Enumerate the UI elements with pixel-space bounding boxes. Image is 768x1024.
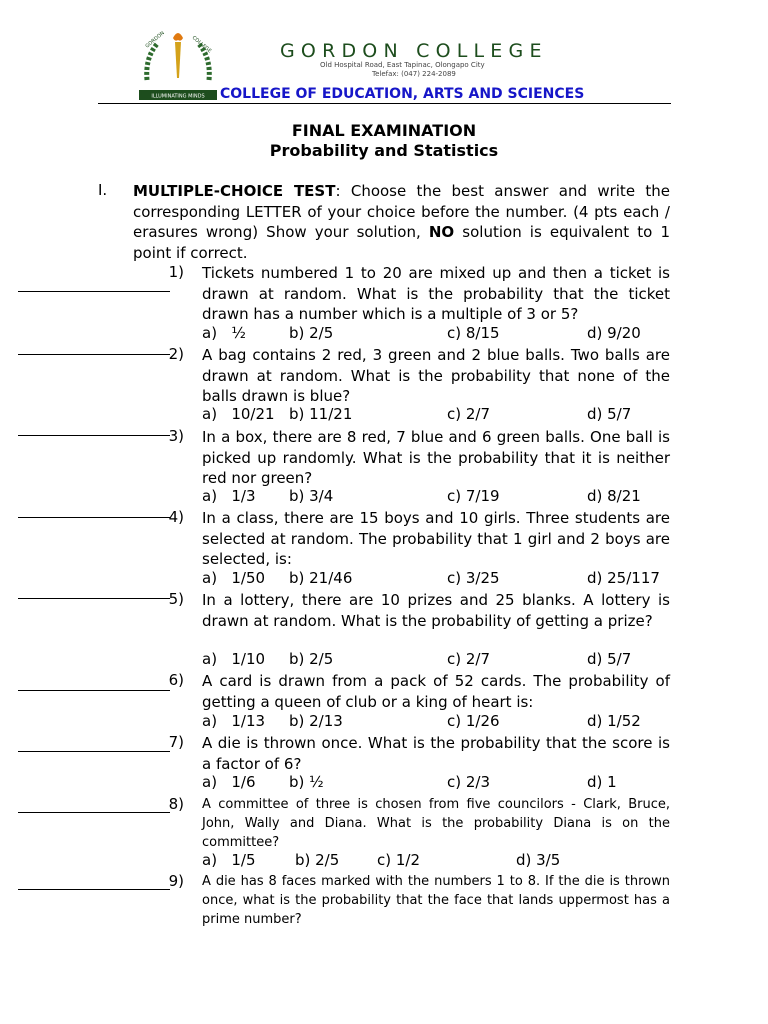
answer-option: c) 3/25 bbox=[447, 569, 500, 587]
answer-option: a) 1/10 bbox=[202, 650, 266, 668]
answer-option: a) 10/21 bbox=[202, 405, 275, 423]
question-number: 7) bbox=[168, 733, 184, 751]
answer-option: b) 11/21 bbox=[289, 405, 353, 423]
answer-option: d) 3/5 bbox=[516, 851, 561, 869]
instr-part2: solution is equivalent to 1 point if correct. bbox=[133, 223, 670, 262]
instr-heading: MULTIPLE-CHOICE TEST bbox=[133, 182, 336, 200]
exam-subject: Probability and Statistics bbox=[269, 141, 499, 160]
department-name: COLLEGE OF EDUCATION, ARTS AND SCIENCES bbox=[220, 86, 585, 102]
answer-blank[interactable] bbox=[18, 751, 170, 752]
answer-option: d) 25/117 bbox=[587, 569, 660, 587]
question-number: 9) bbox=[168, 872, 184, 890]
question-text: A die is thrown once. What is the probability that the score is a factor of 6? bbox=[202, 734, 670, 773]
answer-option: b) ½ bbox=[289, 773, 324, 791]
answer-blank[interactable] bbox=[18, 690, 170, 691]
question-text: In a lottery, there are 10 prizes and 25 blanks. A lottery is drawn at random. What is the probability of getting a prize? bbox=[202, 591, 670, 630]
question-text: In a box, there are 8 red, 7 blue and 6 green balls. One ball is picked up randomly. What is the probability that it is neither red nor green? bbox=[202, 428, 670, 487]
instr-part1: : Choose the best answer and write the corresponding LETTER of your choice before the number. (4 pts each / erasures wrong) Show your solution, bbox=[133, 182, 670, 241]
answer-option: b) 3/4 bbox=[289, 487, 334, 505]
answer-option: c) 2/7 bbox=[447, 650, 491, 668]
section-number: I. bbox=[98, 181, 108, 199]
question-number: 4) bbox=[168, 508, 184, 526]
answer-option: b) 21/46 bbox=[289, 569, 353, 587]
question-number: 6) bbox=[168, 671, 184, 689]
exam-title: FINAL EXAMINATION bbox=[291, 121, 477, 140]
address-line-1: Old Hospital Road, East Tapinac, Olongapo City bbox=[320, 61, 485, 69]
gordon-college-logo bbox=[137, 28, 219, 104]
answer-option: a) 1/6 bbox=[202, 773, 256, 791]
question-number: 1) bbox=[168, 263, 184, 281]
section-instructions bbox=[133, 181, 670, 263]
answer-option: b) 2/5 bbox=[289, 650, 334, 668]
answer-option: c) 1/2 bbox=[377, 851, 421, 869]
answer-blank[interactable] bbox=[18, 291, 170, 292]
question-text: A bag contains 2 red, 3 green and 2 blue balls. Two balls are drawn at random. What is the probability that none of the balls drawn is blue? bbox=[202, 346, 670, 405]
answer-option: d) 8/21 bbox=[587, 487, 641, 505]
answer-option: a) 1/3 bbox=[202, 487, 256, 505]
svg-text:COLLEGE: COLLEGE bbox=[190, 34, 213, 55]
answer-option: a) ½ bbox=[202, 324, 246, 342]
svg-text:ILLUMINATING MINDS: ILLUMINATING MINDS bbox=[151, 93, 205, 100]
answer-option: b) 2/13 bbox=[289, 712, 343, 730]
question-number: 2) bbox=[168, 345, 184, 363]
answer-option: a) 1/13 bbox=[202, 712, 266, 730]
question-number: 8) bbox=[168, 795, 184, 813]
answer-option: c) 2/3 bbox=[447, 773, 491, 791]
answer-option: d) 1/52 bbox=[587, 712, 641, 730]
question-text: Tickets numbered 1 to 20 are mixed up and then a ticket is drawn at random. What is the probability that the ticket drawn has a number which is a multiple of 3 or 5? bbox=[202, 264, 670, 323]
instr-bold: NO bbox=[428, 223, 455, 241]
answer-blank[interactable] bbox=[18, 889, 170, 890]
answer-option: d) 9/20 bbox=[587, 324, 641, 342]
question-number: 3) bbox=[168, 427, 184, 445]
answer-option: a) 1/5 bbox=[202, 851, 256, 869]
college-name: GORDON COLLEGE bbox=[280, 40, 548, 62]
answer-option: b) 2/5 bbox=[295, 851, 340, 869]
answer-option: a) 1/50 bbox=[202, 569, 266, 587]
header-divider bbox=[98, 103, 671, 104]
answer-blank[interactable] bbox=[18, 598, 170, 599]
address-line-2: Telefax: (047) 224-2089 bbox=[372, 70, 456, 78]
question-text: A die has 8 faces marked with the numbers 1 to 8. If the die is thrown once, what is the probability that the face that lands uppermost has a prime number? bbox=[202, 874, 670, 927]
answer-option: d) 5/7 bbox=[587, 650, 632, 668]
answer-option: c) 8/15 bbox=[447, 324, 500, 342]
answer-option: d) 5/7 bbox=[587, 405, 632, 423]
answer-option: d) 1 bbox=[587, 773, 617, 791]
question-text: In a class, there are 15 boys and 10 girls. Three students are selected at random. The probability that 1 girl and 2 boys are selected, is: bbox=[202, 509, 670, 568]
answer-blank[interactable] bbox=[18, 517, 170, 518]
question-text: A committee of three is chosen from five councilors - Clark, Bruce, John, Wally and Diana. What is the probability Diana is on the committee? bbox=[202, 797, 670, 850]
question-number: 5) bbox=[168, 590, 184, 608]
answer-blank[interactable] bbox=[18, 354, 170, 355]
answer-blank[interactable] bbox=[18, 812, 170, 813]
answer-option: c) 7/19 bbox=[447, 487, 500, 505]
svg-text:GORDON: GORDON bbox=[144, 30, 166, 50]
answer-option: c) 1/26 bbox=[447, 712, 500, 730]
answer-option: c) 2/7 bbox=[447, 405, 491, 423]
answer-blank[interactable] bbox=[18, 435, 170, 436]
answer-option: b) 2/5 bbox=[289, 324, 334, 342]
question-text: A card is drawn from a pack of 52 cards. The probability of getting a queen of club or a king of heart is: bbox=[202, 672, 670, 711]
